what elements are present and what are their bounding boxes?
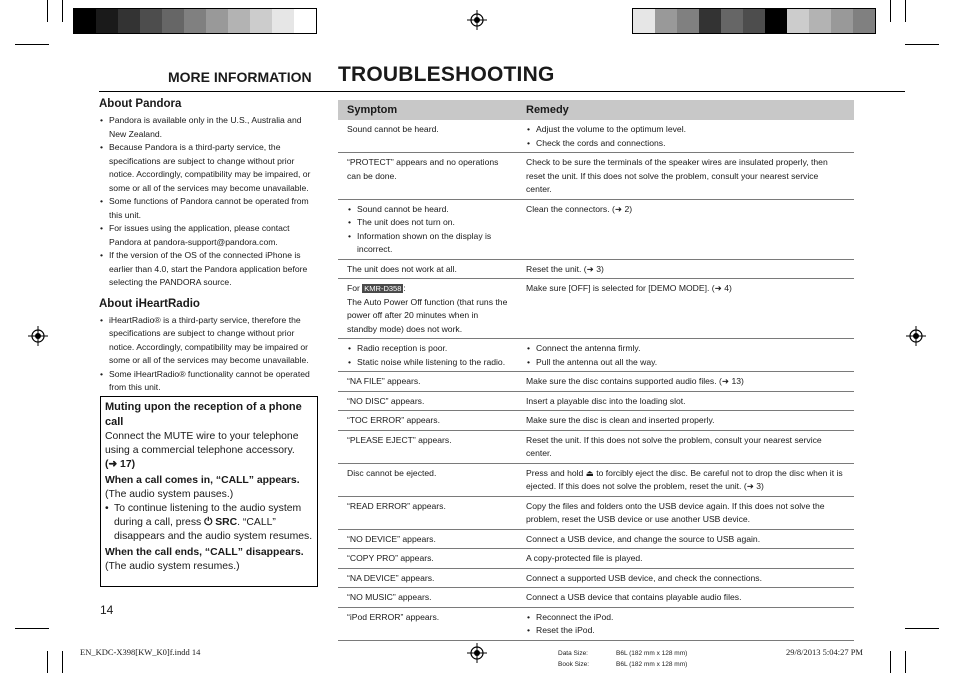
symptom-cell xyxy=(338,588,517,608)
cell-text: “PLEASE EJECT” appears. xyxy=(347,434,452,445)
symptom-cell xyxy=(338,259,517,279)
remedy-cell xyxy=(517,588,854,608)
remedy-header: Remedy xyxy=(517,100,854,120)
cell-text: “COPY PRO” appears. xyxy=(347,553,434,563)
table-row xyxy=(338,496,854,529)
list-item: • Some iHeartRadio® functionality cannot be operated from this unit. xyxy=(99,368,321,395)
cell-text: Connect a USB device that contains playable audio files. xyxy=(526,592,742,602)
cell-text: Reset the unit. (➜ 3) xyxy=(526,263,604,274)
pandora-list xyxy=(99,114,321,290)
list-item: • Pandora is available only in the U.S., Australia and New Zealand. xyxy=(99,114,321,141)
list-item: • If the version of the OS of the connected iPhone is earlier than 4.0, start the Pandora application before selecting the PANDORA source. xyxy=(99,249,321,290)
color-swatch xyxy=(765,9,787,33)
call-in-note: (The audio system pauses.) xyxy=(105,489,234,500)
cell-text: Check to be sure the terminals of the speaker wires are insulated properly, then reset the unit. If this does not solve the problem, consult your nearest service center. xyxy=(526,157,828,194)
table-row xyxy=(338,153,854,200)
cell-bullet: • The unit does not turn on. xyxy=(347,216,508,230)
color-swatch xyxy=(633,9,655,33)
registration-mark-icon xyxy=(906,326,926,346)
color-swatch xyxy=(743,9,765,33)
color-swatch xyxy=(228,9,250,33)
cell-text: Make sure the disc contains supported audio files. (➜ 13) xyxy=(526,376,744,386)
crop-mark xyxy=(905,44,939,45)
book-size-value: B6L (182 mm x 128 mm) xyxy=(616,661,688,668)
table-row xyxy=(338,463,854,496)
symptom-cell xyxy=(338,391,517,411)
cell-bullet: • Sound cannot be heard. xyxy=(347,203,508,217)
table-row xyxy=(338,411,854,431)
crop-mark xyxy=(905,0,906,22)
symptom-cell xyxy=(338,568,517,588)
muting-bullet: • To continue listening to the audio system during a call, press ⏻ SRC. “CALL” disappears and the audio system resumes. xyxy=(105,502,313,544)
left-column xyxy=(99,98,321,403)
troubleshooting-table xyxy=(338,100,854,641)
crop-mark xyxy=(15,628,49,629)
table-row xyxy=(338,430,854,463)
call-end-note: (The audio system resumes.) xyxy=(105,561,240,572)
remedy-cell xyxy=(517,153,854,200)
cell-text: “READ ERROR” appears. xyxy=(347,500,446,511)
cell-text: Clean the connectors. (➜ 2) xyxy=(526,203,633,214)
crop-mark xyxy=(890,651,891,673)
cell-bullet: • Radio reception is poor. xyxy=(347,342,508,356)
symptom-cell xyxy=(338,153,517,200)
cell-bullet: • Reconnect the iPod. xyxy=(526,611,845,625)
remedy-cell xyxy=(517,529,854,549)
page-title: TROUBLESHOOTING xyxy=(338,63,555,86)
color-swatch xyxy=(721,9,743,33)
call-end-text: When the call ends, “CALL” disappears. xyxy=(105,547,304,558)
table-row xyxy=(338,372,854,392)
remedy-cell xyxy=(517,411,854,431)
crop-mark xyxy=(62,651,63,673)
color-calibration-bar-left xyxy=(73,8,317,34)
remedy-cell xyxy=(517,259,854,279)
call-in-text: When a call comes in, “CALL” appears. xyxy=(105,475,300,486)
table-row xyxy=(338,120,854,153)
symptom-cell xyxy=(338,430,517,463)
symptom-cell xyxy=(338,529,517,549)
cell-text: Connect a USB device, and change the source to USB again. xyxy=(526,533,761,544)
table-row xyxy=(338,568,854,588)
color-swatch xyxy=(206,9,228,33)
color-swatch xyxy=(294,9,316,33)
color-swatch xyxy=(96,9,118,33)
data-size-value: B6L (182 mm x 128 mm) xyxy=(616,650,688,657)
table-row xyxy=(338,259,854,279)
page-number: 14 xyxy=(100,603,114,617)
color-swatch xyxy=(809,9,831,33)
registration-mark-icon xyxy=(28,326,48,346)
color-swatch xyxy=(853,9,875,33)
crop-mark xyxy=(890,0,891,22)
symptom-cell xyxy=(338,549,517,569)
cell-text: Make sure [OFF] is selected for [DEMO MODE]. (➜ 4) xyxy=(526,283,732,293)
cell-text: Connect a supported USB device, and check the connections. xyxy=(526,572,762,583)
remedy-cell xyxy=(517,339,854,372)
muting-body: Connect the MUTE wire to your telephone using a commercial telephone accessory. (➜ 17) xyxy=(105,431,299,470)
cell-bullet: • Reset the iPod. xyxy=(526,624,845,638)
cell-text: Copy the files and folders onto the USB device again. If this does not solve the problem, reset the USB device or use another USB device. xyxy=(526,500,825,524)
symptom-cell xyxy=(338,279,517,339)
remedy-cell xyxy=(517,279,854,339)
remedy-cell xyxy=(517,496,854,529)
cell-text: “NO MUSIC” appears. xyxy=(347,592,432,602)
color-swatch xyxy=(74,9,96,33)
cell-bullet: • Pull the antenna out all the way. xyxy=(526,356,845,370)
remedy-cell xyxy=(517,463,854,496)
remedy-cell xyxy=(517,568,854,588)
color-swatch xyxy=(272,9,294,33)
cell-bullet: • Connect the antenna firmly. xyxy=(526,342,845,356)
remedy-cell xyxy=(517,391,854,411)
remedy-cell xyxy=(517,430,854,463)
remedy-cell xyxy=(517,607,854,640)
registration-mark-icon xyxy=(467,643,487,663)
color-swatch xyxy=(655,9,677,33)
cell-bullet: • Information shown on the display is incorrect. xyxy=(347,230,508,257)
table-row xyxy=(338,588,854,608)
data-size-label: Data Size: xyxy=(558,650,588,657)
symptom-header: Symptom xyxy=(338,100,517,120)
color-swatch xyxy=(699,9,721,33)
cell-text: Make sure the disc is clean and inserted properly. xyxy=(526,415,715,425)
symptom-cell xyxy=(338,607,517,640)
list-item: • For issues using the application, please contact Pandora at pandora-support@pandora.com. xyxy=(99,222,321,249)
iheart-list xyxy=(99,314,321,395)
cell-text: The Auto Power Off function (that runs the power off after 20 minutes when in standby mode) does not work. xyxy=(347,296,508,334)
muting-title: Muting upon the reception of a phone call xyxy=(105,401,302,428)
table-row xyxy=(338,529,854,549)
footer-timestamp: 29/8/2013 5:04:27 PM xyxy=(786,647,863,657)
crop-mark xyxy=(62,0,63,22)
list-item: • Some functions of Pandora cannot be operated from this unit. xyxy=(99,195,321,222)
color-swatch xyxy=(140,9,162,33)
color-swatch xyxy=(787,9,809,33)
table-row xyxy=(338,279,854,339)
cell-text: “TOC ERROR” appears. xyxy=(347,415,440,425)
cell-text: Disc cannot be ejected. xyxy=(347,467,437,478)
crop-mark xyxy=(905,628,939,629)
symptom-cell xyxy=(338,496,517,529)
remedy-cell xyxy=(517,372,854,392)
cell-text: “NA FILE” appears. xyxy=(347,376,421,386)
book-size-label: Book Size: xyxy=(558,661,590,668)
cell-text: “NO DISC” appears. xyxy=(347,395,425,406)
cell-text: “NA DEVICE” appears. xyxy=(347,572,435,583)
cell-text: Reset the unit. If this does not solve the problem, consult your nearest service center. xyxy=(526,434,822,458)
color-swatch xyxy=(184,9,206,33)
table-row xyxy=(338,339,854,372)
cell-text: “iPod ERROR” appears. xyxy=(347,611,440,622)
cell-text: The unit does not work at all. xyxy=(347,263,457,274)
color-swatch xyxy=(162,9,184,33)
remedy-cell xyxy=(517,549,854,569)
remedy-cell xyxy=(517,199,854,259)
table-row xyxy=(338,549,854,569)
symptom-cell xyxy=(338,339,517,372)
cell-bullet: • Adjust the volume to the optimum level. xyxy=(526,123,845,137)
pandora-heading: About Pandora xyxy=(99,98,182,110)
crop-mark xyxy=(47,651,48,673)
table-header-row xyxy=(338,100,854,120)
cell-text: Insert a playable disc into the loading slot. xyxy=(526,395,686,406)
color-swatch xyxy=(831,9,853,33)
registration-mark-icon xyxy=(467,10,487,30)
symptom-cell xyxy=(338,199,517,259)
cell-text: “NO DEVICE” appears. xyxy=(347,533,436,544)
cell-text: “PROTECT” appears and no operations can be done. xyxy=(347,157,499,181)
footer-file: EN_KDC-X398[KW_K0]f.indd 14 xyxy=(80,647,201,657)
symptom-cell xyxy=(338,411,517,431)
color-swatch xyxy=(118,9,140,33)
list-item: • iHeartRadio® is a third-party service, therefore the specifications are subject to change without prior notice. Accordingly, compatibility may be impaired or some or all of the services may become unavailable. xyxy=(99,314,321,368)
crop-mark xyxy=(15,44,49,45)
muting-box xyxy=(100,396,318,587)
crop-mark xyxy=(47,0,48,22)
table-row xyxy=(338,607,854,640)
color-swatch xyxy=(250,9,272,33)
cell-text: A copy-protected file is played. xyxy=(526,553,643,563)
table-row xyxy=(338,199,854,259)
symptom-cell xyxy=(338,120,517,153)
remedy-cell xyxy=(517,120,854,153)
title-rule xyxy=(99,91,905,92)
iheart-heading: About iHeartRadio xyxy=(99,297,200,310)
cell-text: Press and hold ⏏ to forcibly eject the disc. Be careful not to drop the disc when it is ejected. If this does not solve the problem, reset the unit. (➜ 3) xyxy=(526,467,843,491)
color-swatch xyxy=(677,9,699,33)
src-key: ⏻ SRC xyxy=(204,517,238,528)
cell-text: For KMR-D358 : xyxy=(347,283,406,293)
muting-ref: (➜ 17) xyxy=(105,459,136,470)
symptom-cell xyxy=(338,372,517,392)
color-calibration-bar-right xyxy=(632,8,876,34)
cell-bullet: • Static noise while listening to the radio. xyxy=(347,356,508,370)
crop-mark xyxy=(905,651,906,673)
cell-text: Sound cannot be heard. xyxy=(347,124,439,134)
model-tag: KMR-D358 xyxy=(364,284,402,293)
symptom-cell xyxy=(338,463,517,496)
cell-bullet: • Check the cords and connections. xyxy=(526,137,845,151)
list-item: • Because Pandora is a third-party service, the specifications are subject to change without prior notice. Accordingly, compatibility may be impaired, or some or all of the services may become unavailable. xyxy=(99,141,321,195)
section-heading: MORE INFORMATION xyxy=(168,69,312,85)
table-row xyxy=(338,391,854,411)
